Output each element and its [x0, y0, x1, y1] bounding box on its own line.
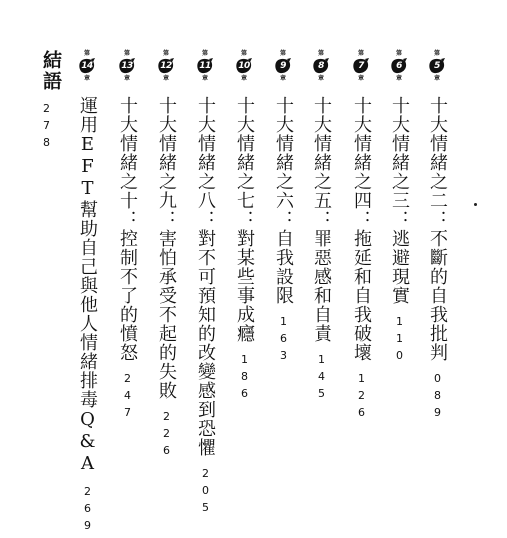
chapter-entry[interactable] — [268, 50, 298, 366]
chapter-page-number: 163 — [277, 315, 290, 366]
chapter-title: 十大情緒之二：不斷的自我批判 — [427, 96, 448, 362]
chapter-number-badge — [390, 58, 408, 74]
chapter-entry[interactable] — [346, 50, 376, 423]
chapter-page-number: 226 — [160, 410, 173, 461]
chapter-number: 10 — [238, 61, 250, 71]
chapter-page-number: 186 — [238, 353, 251, 404]
chapter-number-badge — [157, 58, 175, 74]
chapter-title: 十大情緒之五：罪惡感和自責 — [311, 96, 332, 343]
chapter-page-number: 089 — [431, 372, 444, 423]
chapter-number-badge — [196, 58, 214, 74]
chapter-label-bottom: 章 — [123, 75, 130, 82]
chapter-label-bottom: 章 — [279, 75, 286, 82]
chapter-number-badge — [235, 58, 253, 74]
chapter-number: 11 — [199, 61, 211, 71]
chapter-entry[interactable] — [72, 50, 102, 536]
chapter-label-top: 第 — [317, 50, 324, 57]
chapter-number: 9 — [280, 61, 286, 71]
chapter-entry[interactable] — [112, 50, 142, 423]
chapter-number: 7 — [358, 61, 364, 71]
chapter-page-number: 269 — [81, 485, 94, 536]
chapter-title: 十大情緒之八：對不可預知的改變感到恐懼 — [195, 96, 216, 457]
chapter-title: 運用EFT幫助自己與他人情緒排毒Q&A — [77, 96, 98, 475]
chapter-title: 十大情緒之九：害怕承受不起的失敗 — [156, 96, 177, 400]
chapter-page-number: 247 — [121, 372, 134, 423]
chapter-label-bottom: 章 — [357, 75, 364, 82]
chapter-label-top: 第 — [123, 50, 130, 57]
chapter-label-top: 第 — [357, 50, 364, 57]
chapter-label-top: 第 — [433, 50, 440, 57]
chapter-number: 13 — [121, 61, 133, 71]
chapter-number-badge — [118, 58, 136, 74]
chapter-title: 十大情緒之四：拖延和自我破壞 — [351, 96, 372, 362]
chapter-label-top: 第 — [201, 50, 208, 57]
chapter-label-top: 第 — [83, 50, 90, 57]
chapter-number: 8 — [318, 61, 324, 71]
chapter-entry[interactable] — [422, 50, 452, 423]
chapter-page-number: 145 — [315, 353, 328, 404]
chapter-entry[interactable] — [190, 50, 220, 518]
chapter-number-badge — [352, 58, 370, 74]
conclusion-title: 結語 — [40, 50, 62, 92]
chapter-title: 十大情緒之十：控制不了的憤怒 — [117, 96, 138, 362]
chapter-title: 十大情緒之三：逃避現實 — [389, 96, 410, 305]
chapter-entry[interactable] — [229, 50, 259, 404]
chapter-entry[interactable] — [384, 50, 414, 366]
chapter-number-badge — [428, 58, 446, 74]
chapter-label-bottom: 章 — [201, 75, 208, 82]
chapter-label-top: 第 — [279, 50, 286, 57]
chapter-title: 十大情緒之六：自我設限 — [273, 96, 294, 305]
chapter-number: 6 — [396, 61, 402, 71]
chapter-number-badge — [312, 58, 330, 74]
chapter-number-badge — [78, 58, 96, 74]
chapter-label-bottom: 章 — [317, 75, 324, 82]
chapter-label-bottom: 章 — [433, 75, 440, 82]
conclusion-page-number: 278 — [40, 102, 53, 153]
chapter-number-badge — [274, 58, 292, 74]
chapter-page-number: 126 — [355, 372, 368, 423]
chapter-label-top: 第 — [240, 50, 247, 57]
chapter-number: 12 — [160, 61, 172, 71]
scan-speck — [474, 203, 477, 206]
chapter-entry[interactable] — [306, 50, 336, 404]
chapter-label-bottom: 章 — [395, 75, 402, 82]
chapter-entry[interactable] — [151, 50, 181, 461]
chapter-label-top: 第 — [395, 50, 402, 57]
chapter-page-number: 205 — [199, 467, 212, 518]
chapter-label-bottom: 章 — [162, 75, 169, 82]
chapter-label-bottom: 章 — [240, 75, 247, 82]
chapter-number: 14 — [81, 61, 93, 71]
chapter-title: 十大情緒之七：對某些事成癮 — [234, 96, 255, 343]
chapter-number: 5 — [434, 61, 440, 71]
chapter-page-number: 110 — [393, 315, 406, 366]
chapter-label-bottom: 章 — [83, 75, 90, 82]
chapter-label-top: 第 — [162, 50, 169, 57]
